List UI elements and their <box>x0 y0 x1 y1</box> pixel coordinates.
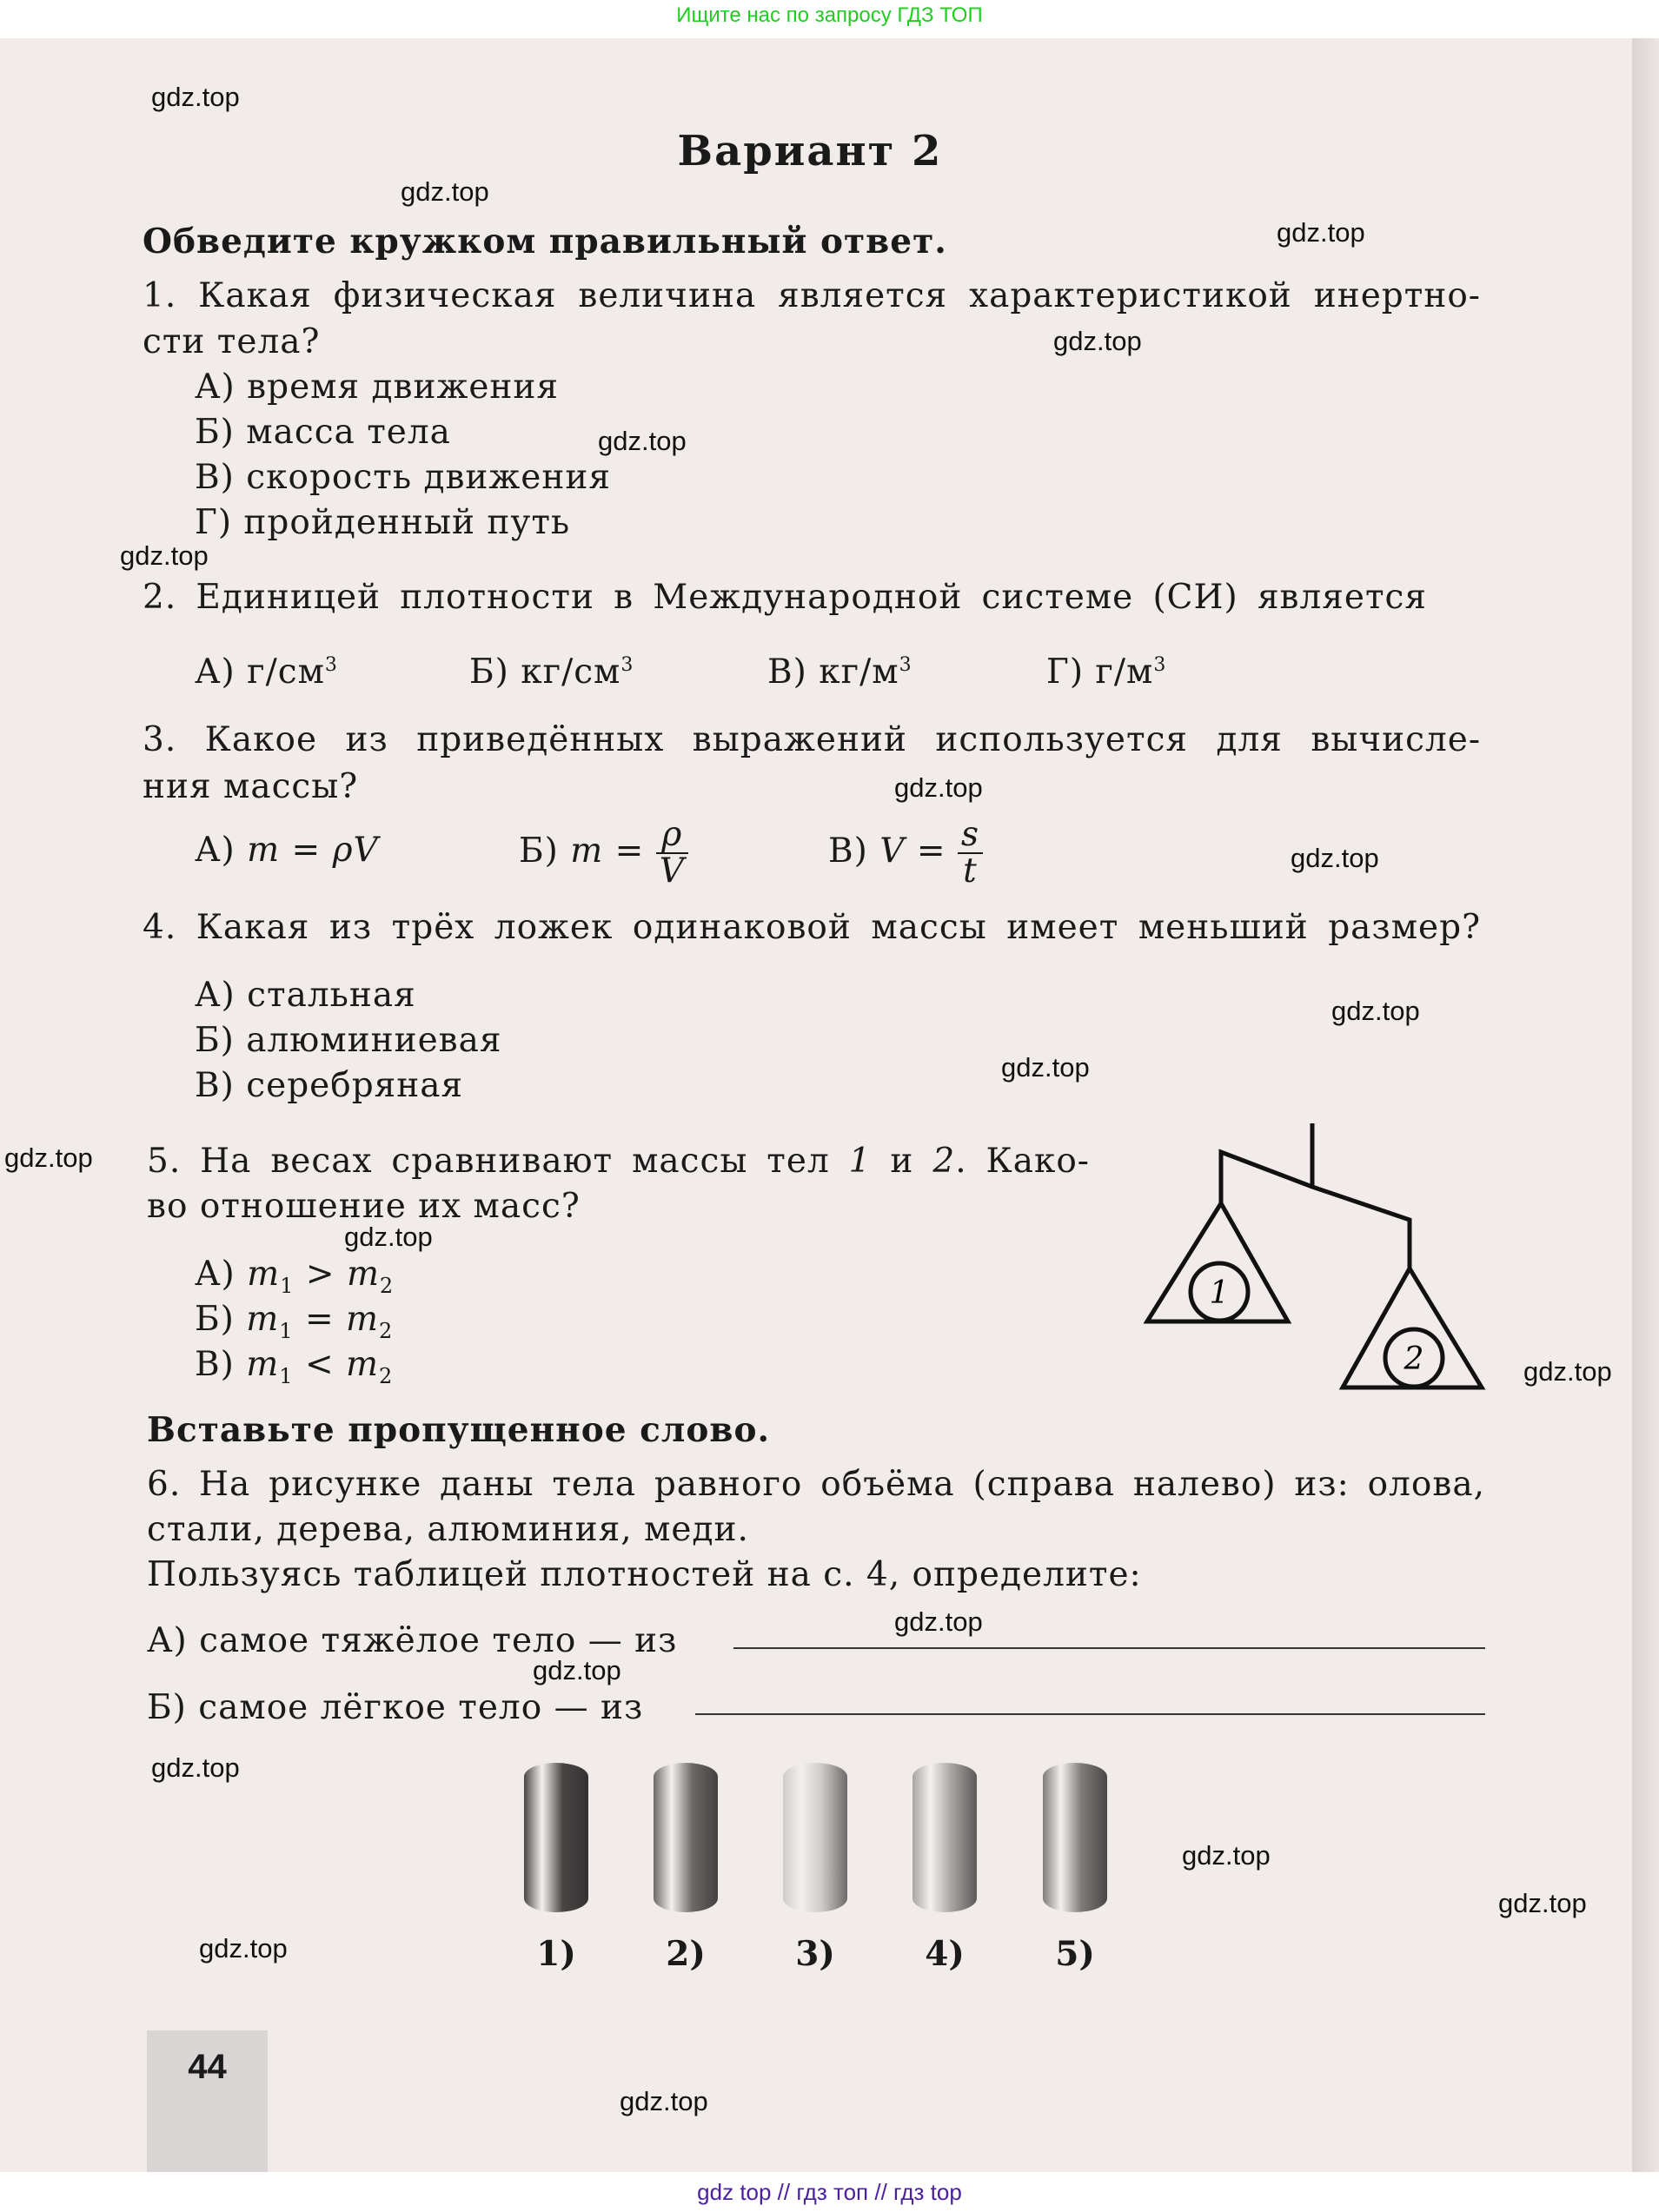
cylinder-label: 4) <box>925 1934 965 1974</box>
subscript: 1 <box>279 1318 294 1343</box>
q3-option-c-label: В) <box>828 831 868 871</box>
q2-option-b-label: Б) кг/см <box>469 652 621 692</box>
question-3-text: 3. Какое из приведённых выражений используется для вычисле- <box>143 720 1481 759</box>
body-2-label: 2 <box>1404 1341 1424 1377</box>
question-1-text: 1. Какая физическая величина является характеристикой инертно- <box>143 276 1481 315</box>
q6-part-b-answer-line[interactable] <box>695 1713 1485 1715</box>
instruction-circle-answer: Обведите кружком правильный ответ. <box>143 222 947 262</box>
fraction-numerator: s <box>958 818 983 854</box>
relation: > <box>305 1255 335 1294</box>
question-3-text-cont: ния массы? <box>143 767 359 806</box>
watermark-text: gdz.top <box>533 1655 621 1685</box>
question-6-instruction: Пользуясь таблицей плотностей на с. 4, определите: <box>147 1555 1142 1594</box>
watermark-text: gdz.top <box>120 540 209 571</box>
cylinder-label: 1) <box>536 1934 576 1974</box>
q2-option-d-label: Г) г/м <box>1046 652 1154 692</box>
q1-option-a[interactable]: А) время движения <box>195 368 559 407</box>
subscript: 2 <box>379 1363 394 1388</box>
q1-option-c[interactable]: В) скорость движения <box>195 458 611 497</box>
mass-symbol: m <box>346 1345 380 1384</box>
question-6-text: 6. На рисунке даны тела равного объёма (справа налево) из: олова, <box>147 1465 1485 1504</box>
watermark-text: gdz.top <box>401 176 489 207</box>
watermark-text: gdz.top <box>1001 1052 1090 1083</box>
relation: < <box>304 1345 335 1384</box>
watermark-text: gdz.top <box>151 1752 240 1783</box>
q5-text-part: . Како- <box>955 1142 1090 1181</box>
subscript: 2 <box>379 1273 395 1298</box>
mass-symbol: m <box>247 1255 281 1294</box>
q3-formula-a: m = ρV <box>247 831 379 870</box>
q2-option-d-exp: 3 <box>1153 654 1167 676</box>
question-6-text-cont: стали, дерева, алюминия, меди. <box>147 1510 749 1549</box>
relation: = <box>304 1300 335 1339</box>
q5-text-part: 5. На весах сравнивают массы тел <box>147 1142 849 1181</box>
cylinder-label: 5) <box>1055 1934 1095 1974</box>
q6-part-a-answer-line[interactable] <box>733 1647 1485 1649</box>
watermark-text: gdz.top <box>199 1933 288 1964</box>
subscript: 1 <box>280 1273 295 1298</box>
q6-part-a-label: А) самое тяжёлое тело — из <box>147 1621 678 1660</box>
watermark-text: gdz.top <box>1523 1356 1612 1387</box>
q3-option-b-label: Б) <box>519 831 559 871</box>
q6-part-b-label: Б) самое лёгкое тело — из <box>147 1688 644 1727</box>
q2-option-c-label: В) кг/м <box>767 652 899 692</box>
page-title: Вариант 2 <box>677 127 943 176</box>
body-1-label: 1 <box>1209 1275 1230 1311</box>
bottom-banner <box>0 2172 1659 2212</box>
question-1-text-cont: сти тела? <box>143 322 321 361</box>
watermark-text: gdz.top <box>1498 1888 1587 1918</box>
q2-option-a-exp: 3 <box>324 654 338 676</box>
q3-option-a-label: А) <box>195 831 236 870</box>
cylinder-2 <box>654 1763 718 1912</box>
q4-option-a[interactable]: А) стальная <box>195 976 416 1015</box>
mass-symbol: m <box>346 1255 380 1294</box>
q5-body-1: 1 <box>848 1142 872 1181</box>
fraction-denominator: t <box>963 851 978 891</box>
watermark-text: gdz.top <box>151 82 240 112</box>
q3-formula-b-lhs: m = <box>570 831 645 871</box>
top-banner-text[interactable]: Ищите нас по запросу ГДЗ ТОП <box>676 3 983 27</box>
q4-option-b[interactable]: Б) алюминиевая <box>195 1021 502 1060</box>
page-number: 44 <box>188 2048 227 2086</box>
question-5-text-cont: во отношение их масс? <box>147 1187 581 1226</box>
q3-formula-c-lhs: V = <box>879 831 946 871</box>
watermark-text: gdz.top <box>1291 843 1379 873</box>
q2-option-b-exp: 3 <box>620 654 634 676</box>
mass-symbol: m <box>346 1300 380 1339</box>
q5-text-part: и <box>871 1142 933 1181</box>
watermark-text: gdz.top <box>894 1606 983 1637</box>
cylinder-3 <box>783 1763 847 1912</box>
question-4-text: 4. Какая из трёх ложек одинаковой массы имеет меньший размер? <box>143 908 1481 947</box>
cylinder-label: 2) <box>666 1934 706 1974</box>
watermark-text: gdz.top <box>1053 326 1142 356</box>
fraction-numerator: ρ <box>656 818 688 854</box>
q1-option-d[interactable]: Г) пройденный путь <box>195 503 571 542</box>
instruction-insert-word: Вставьте пропущенное слово. <box>147 1410 771 1450</box>
q5-body-2: 2 <box>932 1142 956 1181</box>
watermark-text: gdz.top <box>894 772 983 803</box>
q5-option-b-label: Б) <box>195 1300 235 1339</box>
mass-symbol: m <box>246 1300 280 1339</box>
q5-option-c-label: В) <box>195 1345 235 1384</box>
q4-option-c[interactable]: В) серебряная <box>195 1066 464 1105</box>
q2-option-c-exp: 3 <box>899 654 912 676</box>
fraction-denominator: V <box>659 851 685 891</box>
q1-option-b[interactable]: Б) масса тела <box>195 413 451 452</box>
watermark-text: gdz.top <box>1331 996 1420 1026</box>
watermark-text: gdz.top <box>598 426 687 456</box>
watermark-text: gdz.top <box>4 1142 93 1173</box>
q5-option-a-label: А) <box>195 1255 236 1294</box>
mass-symbol: m <box>246 1345 280 1384</box>
watermark-text: gdz.top <box>1277 217 1365 248</box>
subscript: 2 <box>379 1318 394 1343</box>
q2-option-a-label: А) г/см <box>195 652 325 692</box>
question-2-text: 2. Единицей плотности в Международной системе (СИ) является <box>143 578 1427 617</box>
subscript: 1 <box>279 1363 294 1388</box>
cylinder-5 <box>1043 1763 1107 1912</box>
cylinder-label: 3) <box>795 1934 835 1974</box>
watermark-text: gdz.top <box>344 1222 433 1252</box>
page-number-box <box>147 2030 268 2172</box>
watermark-text: gdz.top <box>1182 1840 1271 1871</box>
watermark-text: gdz.top <box>620 2086 708 2116</box>
cylinder-1 <box>524 1763 588 1912</box>
bottom-banner-text[interactable]: gdz top // гдз топ // гдз top <box>697 2179 962 2205</box>
cylinder-4 <box>912 1763 977 1912</box>
